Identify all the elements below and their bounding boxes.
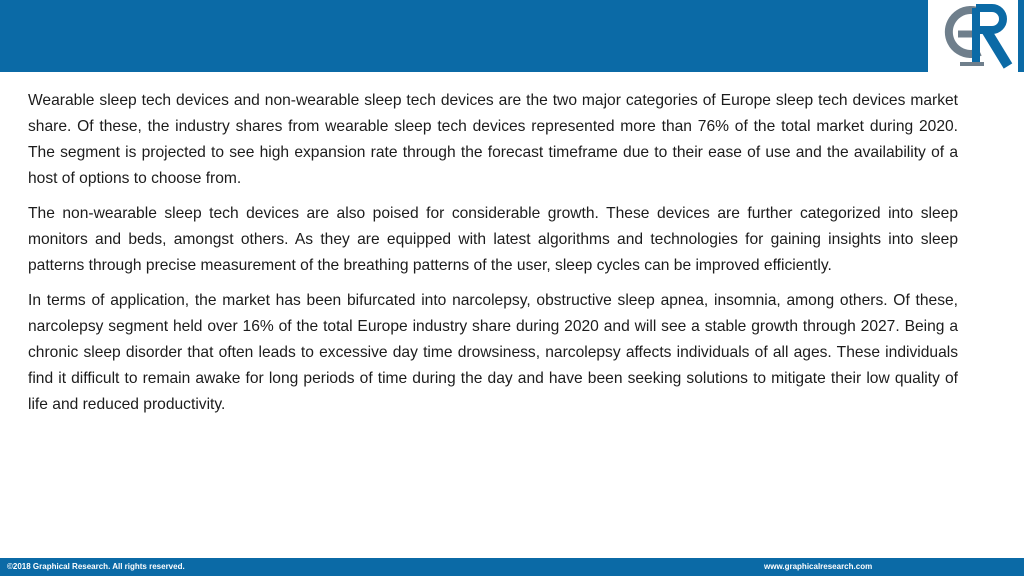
gr-logo-icon <box>928 0 1018 72</box>
paragraph-wearable-share: Wearable sleep tech devices and non-wearable sleep tech devices are the two major categories of Europe sleep tech devices market share. Of these, the industry shares from wearable sleep tech devices represented more than 76% of the total market during 2020. The segment is projected to see high expansion rate through the forecast timeframe due to their ease of use and the availability of a host of options to choose from. <box>28 92 958 187</box>
copyright-text: ©2018 Graphical Research. All rights reserved. <box>7 562 185 571</box>
article-body <box>28 88 958 427</box>
header-bar <box>0 0 1024 72</box>
paragraph-non-wearable-growth: The non-wearable sleep tech devices are also poised for considerable growth. These devices are further categorized into sleep monitors and beds, amongst others. As they are equipped with latest algorithms and technologies for gaining insights into sleep patterns through precise measurement of the breathing patterns of the user, sleep cycles can be improved efficiently. <box>28 205 958 274</box>
website-link[interactable]: www.graphicalresearch.com <box>764 562 873 571</box>
paragraph-application-segments: In terms of application, the market has been bifurcated into narcolepsy, obstructive sleep apnea, insomnia, among others. Of these, narcolepsy segment held over 16% of the total Europe industry share during 2020 and will see a stable growth through 2027. Being a chronic sleep disorder that often leads to excessive day time drowsiness, narcolepsy affects individuals of all ages. These individuals find it difficult to remain awake for long periods of time during the day and have been seeking solutions to mitigate their low quality of life and reduced productivity. <box>28 292 958 413</box>
footer-bar <box>0 558 1024 576</box>
